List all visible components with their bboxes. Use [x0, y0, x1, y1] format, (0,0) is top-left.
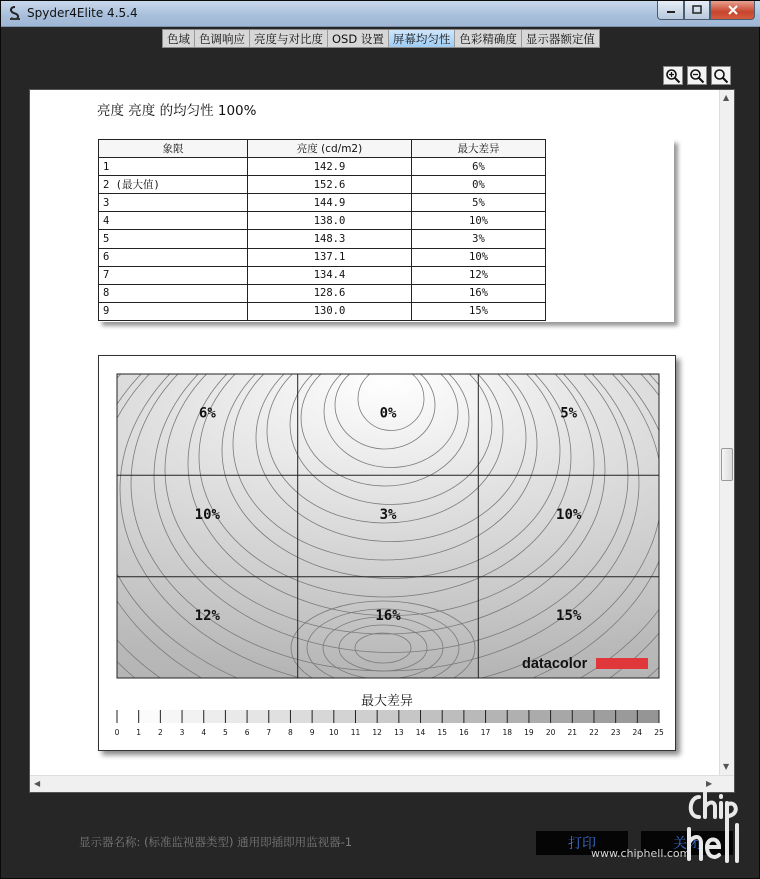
cell-max-diff: 15%	[412, 302, 546, 320]
scale-tick-label: 25	[654, 728, 664, 737]
cell-max-diff: 16%	[412, 284, 546, 302]
close-button[interactable]: 关闭	[641, 831, 733, 855]
scale-tick-label: 14	[415, 728, 426, 737]
scroll-right-icon[interactable]: ▶	[706, 779, 713, 788]
scale-segment	[486, 710, 508, 723]
scale-tick-label: 7	[266, 728, 272, 737]
scale-tick-label: 11	[350, 728, 361, 737]
magnifier-icon	[713, 68, 729, 84]
cell-max-diff: 3%	[412, 230, 546, 248]
window-title: Spyder4Elite 4.5.4	[27, 6, 138, 20]
scale-segment	[117, 710, 139, 723]
spyder-app-icon	[8, 6, 22, 21]
cell-luminance: 144.9	[248, 194, 412, 212]
cell-max-diff: 10%	[412, 212, 546, 230]
table-row	[99, 302, 546, 320]
scale-tick-label: 4	[201, 728, 207, 737]
monitor-name-label: 显示器名称: (标准监视器类型) 通用即插即用监视器-1	[79, 835, 353, 849]
scale-segment	[139, 710, 161, 723]
cell-quadrant: 9	[99, 302, 248, 320]
scale-tick-label: 9	[309, 728, 315, 737]
col-header-luminance: 亮度 (cd/m2)	[248, 140, 412, 158]
tab-bar	[162, 29, 600, 48]
cell-luminance: 137.1	[248, 248, 412, 266]
scale-segment	[421, 710, 443, 723]
vertical-scrollbar[interactable]	[719, 90, 734, 776]
scale-tick-label: 18	[502, 728, 513, 737]
title-bar[interactable]	[1, 1, 760, 27]
table-margin	[546, 139, 674, 322]
cell-label: 0%	[379, 405, 397, 422]
scale-segment	[616, 710, 638, 723]
scroll-down-icon[interactable]: ▼	[723, 762, 730, 771]
zoom-fit-button[interactable]	[711, 66, 731, 85]
cell-label: 3%	[379, 506, 397, 523]
cell-luminance: 138.0	[248, 212, 412, 230]
datacolor-logo-bar	[596, 658, 648, 669]
maximize-icon	[692, 5, 702, 15]
table-row	[99, 194, 546, 212]
scroll-left-icon[interactable]: ◀	[34, 779, 41, 788]
zoom-toolbar	[663, 66, 731, 85]
scale-segment	[204, 710, 226, 723]
uniformity-table	[98, 139, 546, 321]
cell-max-diff: 0%	[412, 176, 546, 194]
table-row	[99, 284, 546, 302]
tab-screen-uniformity[interactable]: 屏幕均匀性	[389, 30, 456, 47]
scale-segment	[160, 710, 182, 723]
minimize-icon	[666, 5, 676, 15]
maximize-button[interactable]	[684, 1, 710, 20]
table-row	[99, 266, 546, 284]
table-row	[99, 158, 546, 176]
scale-tick-label: 5	[223, 728, 228, 737]
cell-label: 12%	[194, 608, 220, 625]
scale-tick-label: 16	[459, 728, 469, 737]
col-header-max-diff: 最大差异	[412, 140, 546, 158]
cell-luminance: 128.6	[248, 284, 412, 302]
col-header-quadrant: 象限	[99, 140, 248, 158]
scale-tick-label: 8	[288, 728, 293, 737]
contour-plot-area	[99, 356, 675, 750]
print-button[interactable]: 打印	[536, 831, 628, 855]
tab-color-accuracy[interactable]: 色彩精确度	[455, 30, 522, 47]
cell-max-diff: 12%	[412, 266, 546, 284]
scale-tick-label: 24	[632, 728, 643, 737]
scale-tick-label: 10	[329, 728, 339, 737]
cell-max-diff: 6%	[412, 158, 546, 176]
cell-luminance: 148.3	[248, 230, 412, 248]
table-row	[99, 230, 546, 248]
tab-tone-response[interactable]: 色调响应	[195, 30, 250, 47]
scale-tick-label: 2	[157, 728, 163, 737]
table-header-row	[99, 140, 546, 158]
scale-segment	[442, 710, 464, 723]
cell-quadrant: 2 (最大值)	[99, 176, 248, 194]
uniformity-chart-panel	[98, 355, 676, 751]
scale-tick-label: 23	[610, 728, 621, 737]
scale-segment	[334, 710, 356, 723]
scale-tick-label: 17	[480, 728, 491, 737]
table-row	[99, 212, 546, 230]
cell-quadrant: 4	[99, 212, 248, 230]
tab-brightness-contrast[interactable]: 亮度与对比度	[250, 30, 328, 47]
scale-tick-label: 19	[524, 728, 534, 737]
scale-tick-label: 0	[114, 728, 120, 737]
scale-segment	[269, 710, 291, 723]
scale-tick-label: 1	[136, 728, 142, 737]
scale-tick-label: 20	[545, 728, 556, 737]
minimize-button[interactable]	[657, 1, 684, 20]
close-icon	[728, 5, 738, 15]
table-row	[99, 176, 546, 194]
zoom-out-icon	[689, 68, 705, 84]
cell-quadrant: 3	[99, 194, 248, 212]
scale-segment	[355, 710, 377, 723]
scale-segment	[594, 710, 616, 723]
scale-segment	[399, 710, 421, 723]
watermark-url: www.chiphell.com	[591, 847, 691, 860]
scale-title: 最大差异	[360, 694, 414, 709]
color-scale-bar	[115, 710, 664, 737]
scale-segment	[464, 710, 486, 723]
cell-max-diff: 10%	[412, 248, 546, 266]
scale-segment	[377, 710, 399, 723]
cell-quadrant: 6	[99, 248, 248, 266]
cell-quadrant: 1	[99, 158, 248, 176]
table-row	[99, 248, 546, 266]
datacolor-logo-text: datacolor	[522, 656, 588, 672]
scale-tick-label: 13	[394, 728, 404, 737]
scale-tick-label: 21	[567, 728, 578, 737]
uniformity-contour-chart	[99, 356, 675, 750]
cell-quadrant: 5	[99, 230, 248, 248]
tab-monitor-rating[interactable]: 显示器额定值	[525, 32, 595, 46]
scale-tick-label: 6	[244, 728, 250, 737]
scale-segment	[247, 710, 269, 723]
cell-max-diff: 5%	[412, 194, 546, 212]
vertical-scroll-thumb[interactable]	[721, 448, 733, 481]
scale-segment	[225, 710, 247, 723]
scale-tick-label: 22	[589, 728, 599, 737]
cell-luminance: 134.4	[248, 266, 412, 284]
horizontal-scrollbar[interactable]	[30, 775, 734, 792]
cell-label: 10%	[556, 506, 582, 523]
cell-label: 16%	[375, 608, 401, 625]
scale-segment	[529, 710, 551, 723]
cell-label: 6%	[198, 405, 216, 422]
report-viewer[interactable]	[29, 89, 735, 793]
zoom-out-button[interactable]	[687, 66, 707, 85]
scale-segment	[572, 710, 594, 723]
chiphell-watermark-logo	[679, 789, 749, 869]
cell-label: 15%	[556, 608, 582, 625]
window-controls	[657, 1, 755, 20]
scale-tick-label: 12	[372, 728, 382, 737]
cell-label: 10%	[194, 506, 220, 523]
cell-label: 5%	[560, 405, 578, 422]
cell-quadrant: 8	[99, 284, 248, 302]
cell-quadrant: 7	[99, 266, 248, 284]
tab-osd-settings[interactable]: OSD 设置	[328, 30, 389, 47]
tab-gamut[interactable]: 色域	[163, 30, 195, 47]
zoom-in-icon	[665, 68, 681, 84]
scroll-up-icon[interactable]: ▲	[723, 93, 730, 102]
scale-tick-label: 15	[437, 728, 447, 737]
uniformity-table-panel	[98, 139, 674, 322]
scale-tick-label: 3	[179, 728, 185, 737]
cell-luminance: 130.0	[248, 302, 412, 320]
cell-luminance: 152.6	[248, 176, 412, 194]
zoom-in-button[interactable]	[663, 66, 683, 85]
report-heading: 亮度 亮度 的均匀性 100%	[97, 103, 257, 119]
close-window-button[interactable]	[710, 1, 755, 20]
scale-segment	[637, 710, 659, 723]
scale-segment	[182, 710, 204, 723]
cell-luminance: 142.9	[248, 158, 412, 176]
scale-segment	[290, 710, 312, 723]
scale-segment	[551, 710, 573, 723]
table-body	[99, 158, 546, 321]
scale-segment	[312, 710, 334, 723]
scale-segment	[507, 710, 529, 723]
